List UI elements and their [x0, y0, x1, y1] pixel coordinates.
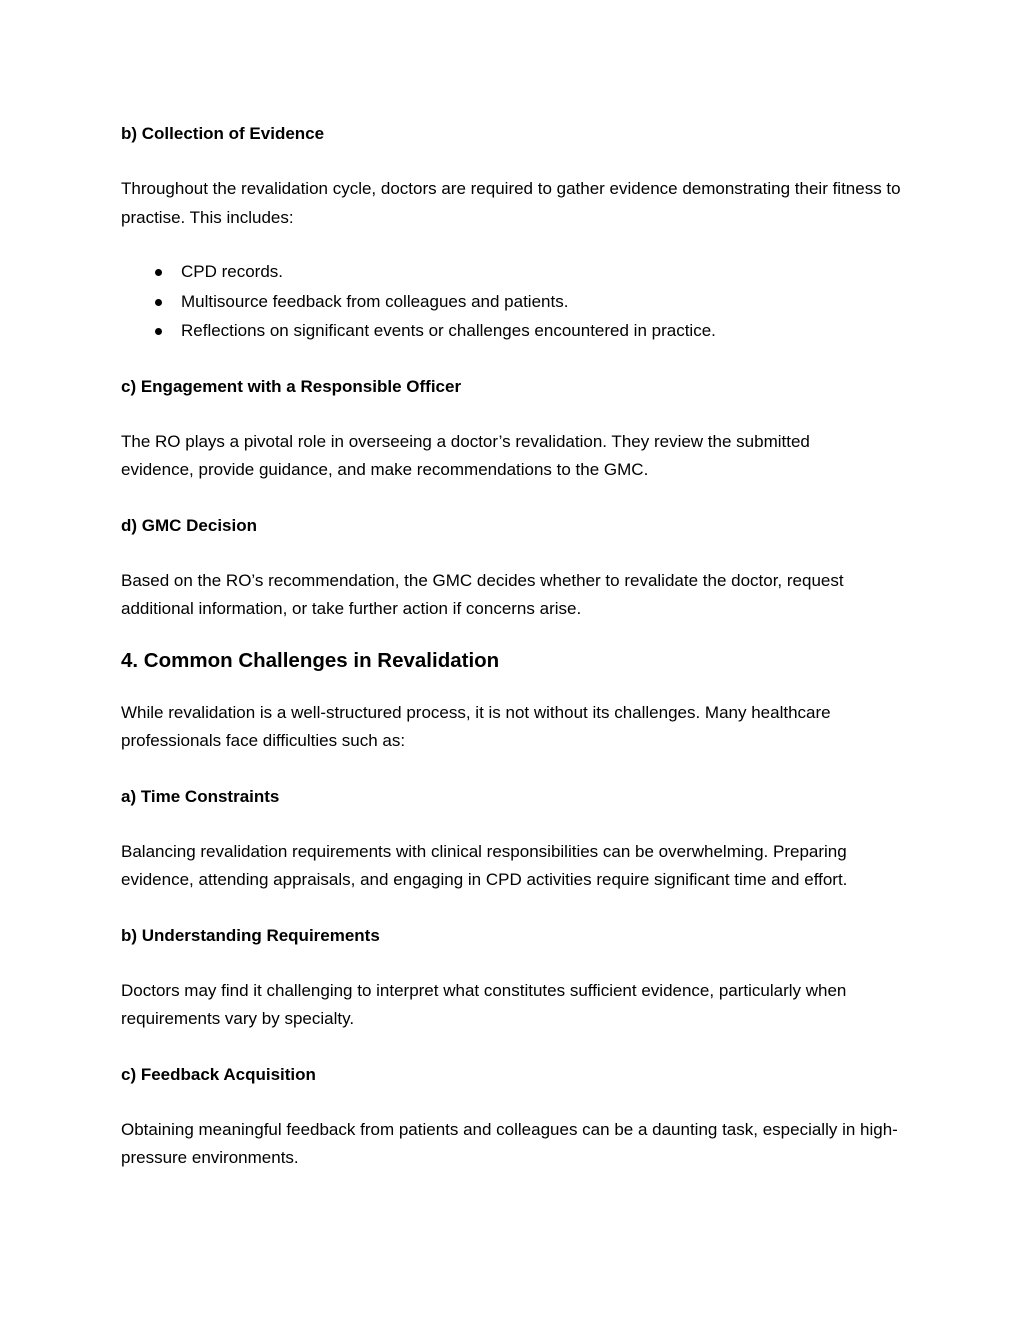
list-item-text: Multisource feedback from colleagues and patients.	[181, 291, 569, 311]
list-item-text: Reflections on significant events or challenges encountered in practice.	[181, 321, 716, 340]
paragraph-collection-intro: Throughout the revalidation cycle, doctors are required to gather evidence demonstrating their fitness to practise. This includes:	[121, 179, 901, 227]
heading-time-constraints: a) Time Constraints	[121, 786, 280, 806]
bullet-icon	[155, 299, 162, 306]
list-item	[121, 316, 911, 346]
list-item	[121, 287, 911, 317]
paragraph-gmc-decision: Based on the RO’s recommendation, the GMC decides whether to revalidate the doctor, request additional information, or take further action if concerns arise.	[121, 570, 844, 618]
list-item-text: CPD records.	[181, 262, 284, 281]
heading-gmc-decision: d) GMC Decision	[121, 515, 258, 535]
list-item	[121, 257, 911, 287]
paragraph-time-constraints: Balancing revalidation requirements with clinical responsibilities can be overwhelming. Preparing evidence, attending appraisals, and engaging in CPD activities require significant time and effort.	[121, 841, 848, 889]
paragraph-feedback-acquisition: Obtaining meaningful feedback from patients and colleagues can be a daunting task, especially in high-pressure environments.	[121, 1119, 898, 1167]
paragraph-engagement: The RO plays a pivotal role in overseeing a doctor’s revalidation. They review the submitted evidence, provide guidance, and make recommendations to the GMC.	[121, 431, 810, 479]
evidence-bullet-list	[121, 257, 911, 346]
heading-understanding-requirements: b) Understanding Requirements	[121, 925, 380, 945]
paragraph-understanding-requirements: Doctors may find it challenging to interpret what constitutes sufficient evidence, particularly when requirements vary by specialty.	[121, 980, 847, 1028]
section-title-common-challenges: 4. Common Challenges in Revalidation	[121, 648, 500, 672]
paragraph-challenges-intro: While revalidation is a well-structured process, it is not without its challenges. Many healthcare professionals face difficulties such as:	[121, 702, 831, 750]
document-body	[121, 120, 911, 1173]
heading-engagement-responsible-officer: c) Engagement with a Responsible Officer	[121, 376, 462, 396]
bullet-icon	[155, 269, 162, 276]
heading-collection-of-evidence: b) Collection of Evidence	[121, 124, 325, 143]
bullet-icon	[155, 328, 162, 335]
heading-feedback-acquisition: c) Feedback Acquisition	[121, 1064, 316, 1084]
